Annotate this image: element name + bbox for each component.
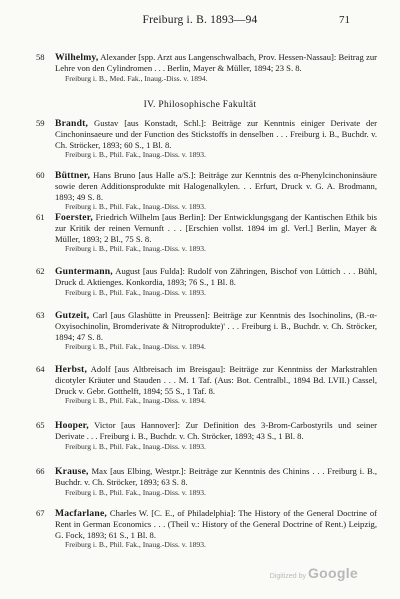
entry-note: Freiburg i. B., Med. Fak., Inaug.-Diss. v. 1894. xyxy=(65,73,208,83)
bibliography-entry-59 xyxy=(36,118,377,159)
entry-note: Freiburg i. B., Phil. Fak., Inaug.-Diss. v. 1893. xyxy=(65,243,206,253)
page-number: 71 xyxy=(339,14,350,26)
entry-note: Freiburg i. B., Phil. Fak., Inaug.-Diss. v. 1893. xyxy=(65,487,206,497)
entry-body: Carl [aus Glashütte in Preussen]: Beiträge zur Kenntnis des Isochinolins, (B.-α-Oxyisochinolin, Bromderivate & Nitroprodukte)' . . . Freiburg i. B., Buchdr. v. Ch. Ströcker, 1894; 47 S. 8. xyxy=(55,310,377,342)
bibliography-entry-63 xyxy=(36,310,377,351)
author-name: Guntermann, xyxy=(55,266,113,277)
author-name: Wilhelmy, xyxy=(55,52,99,63)
entry-note: Freiburg i. B., Phil. Fak., Inaug.-Diss. v. 1894. xyxy=(65,341,206,351)
entry-text xyxy=(55,266,377,288)
bibliography-entry-62 xyxy=(36,266,377,297)
section-heading: IV. Philosophische Fakultät xyxy=(143,100,257,110)
watermark-prefix: Digitized by xyxy=(269,573,306,580)
entry-note: Freiburg i. B., Phil. Fak., Inaug.-Diss. v. 1893. xyxy=(65,539,206,549)
bibliography-entry-60 xyxy=(36,170,377,211)
entry-number: 67 xyxy=(36,508,45,518)
entry-note: Freiburg i. B., Phil. Fak., Inaug.-Diss. v. 1893. xyxy=(65,441,206,451)
bibliography-entry-67 xyxy=(36,508,377,549)
entry-body: Friedrich Wilhelm [aus Berlin]: Der Entwicklungsgang der Kantischen Ethik bis zur Kritik der reinen Vernunft . . . [Erschien vollst. 1894 im gl. Verl.] Berlin, Mayer & Müller, 1893; 2 Bl., 75 S. 8. xyxy=(55,212,377,244)
author-name: Büttner, xyxy=(55,170,91,181)
entry-number: 65 xyxy=(36,420,45,430)
author-name: Gutzeit, xyxy=(55,310,90,321)
entry-body: August [aus Fulda]: Rudolf von Zähringen, Bischof von Lüttich . . . Bühl, Druck d. Aktienges. Konkordia, 1893; 76 S., 1 Bl. 8. xyxy=(55,266,377,288)
author-name: Brandt, xyxy=(55,118,89,129)
author-name: Herbst, xyxy=(55,364,88,375)
entry-body: Victor [aus Hannover]: Zur Definition des 3-Brom-Carbostyrils und seiner Derivate . . . Freiburg i. B., Buchdr. v. Ch. Ströcker, 1893; 43 S., 1 Bl. 8. xyxy=(55,420,377,442)
entry-number: 62 xyxy=(36,266,45,276)
entry-note: Freiburg i. B., Phil. Fak., Inaug.-Diss. v. 1894. xyxy=(65,395,206,405)
bibliography-entry-65 xyxy=(36,420,377,451)
entry-body: Charles W. [C. E., of Philadelphia]: The History of the General Doctrine of Rent in German Economics . . . (Theil v.: History of the General Doctrine of Rent.) Leipzig, G. Fock, 1893; 61 S., 1 Bl. 8. xyxy=(55,508,377,540)
entry-text xyxy=(55,212,377,244)
entry-body: Alexander [spp. Arzt aus Langenschwalbach, Prov. Hessen-Nassau]: Beitrag zur Lehre von den Cylindromen . . . Berlin, Mayer & Müller, 1894; 23 S. 8. xyxy=(55,52,377,74)
entry-note: Freiburg i. B., Phil. Fak., Inaug.-Diss. v. 1893. xyxy=(65,287,206,297)
author-name: Krause, xyxy=(55,466,89,477)
bibliography-entry-58 xyxy=(36,52,377,83)
author-name: Foerster, xyxy=(55,212,93,223)
entry-text xyxy=(55,508,377,540)
running-header xyxy=(0,14,400,30)
entry-number: 66 xyxy=(36,466,45,476)
entry-note: Freiburg i. B., Phil. Fak., Inaug.-Diss. v. 1893. xyxy=(65,149,206,159)
entry-text xyxy=(55,420,377,442)
entry-number: 64 xyxy=(36,364,45,374)
entry-body: Max [aus Elbing, Westpr.]: Beiträge zur Kenntnis des Chinins . . . Freiburg i. B., Buchdr. v. Ch. Ströcker, 1893; 63 S. 8. xyxy=(55,466,377,488)
running-title: Freiburg i. B. 1893—94 xyxy=(142,14,258,26)
entry-number: 58 xyxy=(36,52,45,62)
entry-text xyxy=(55,118,377,150)
entry-number: 60 xyxy=(36,170,45,180)
author-name: Macfarlane, xyxy=(55,508,108,519)
bibliography-entry-61 xyxy=(36,212,377,253)
google-watermark xyxy=(270,565,358,583)
entry-body: Adolf [aus Altbreisach im Breisgau]: Beiträge zur Kenntniss der Markstrahlen dicotyler Kräuter und Stauden . . . M. 1 Taf. (Aus: Bot. Centralbl., 1894 Bd. LVII.) Cassel, Druck v. Gebr. Gotthelft, 1894; 55 S., 1 Taf. 8. xyxy=(55,364,377,396)
entry-number: 61 xyxy=(36,212,45,222)
author-name: Hooper, xyxy=(55,420,89,431)
google-logo: Google xyxy=(307,565,358,581)
entry-body: Hans Bruno [aus Halle a/S.]: Beiträge zur Kenntnis des α-Phenylcinchoninsäure sowie deren Additionsprodukte mit Halogenalkylen. . . Erfurt, Druck v. G. A. Brodmann, 1893; 49 S. 8. xyxy=(55,170,377,202)
entry-text xyxy=(55,466,377,488)
entry-text xyxy=(55,170,377,202)
bibliography-entry-64 xyxy=(36,364,377,405)
entry-number: 63 xyxy=(36,310,45,320)
entry-number: 59 xyxy=(36,118,45,128)
entry-body: Gustav [aus Konstadt, Schl.]: Beiträge zur Kenntnis einiger Derivate der Cinchoninsaeure und der Function des Stickstoffs in denselben . . . Freiburg i. B., Buchdr. v. Ch. Ströcker, 1893; 60 S., 1 Bl. 8. xyxy=(55,118,377,150)
entry-text xyxy=(55,310,377,342)
entry-text xyxy=(55,52,377,74)
entry-note: Freiburg i. B., Phil. Fak., Inaug.-Diss. v. 1893. xyxy=(65,201,206,211)
entry-text xyxy=(55,364,377,396)
bibliography-entry-66 xyxy=(36,466,377,497)
